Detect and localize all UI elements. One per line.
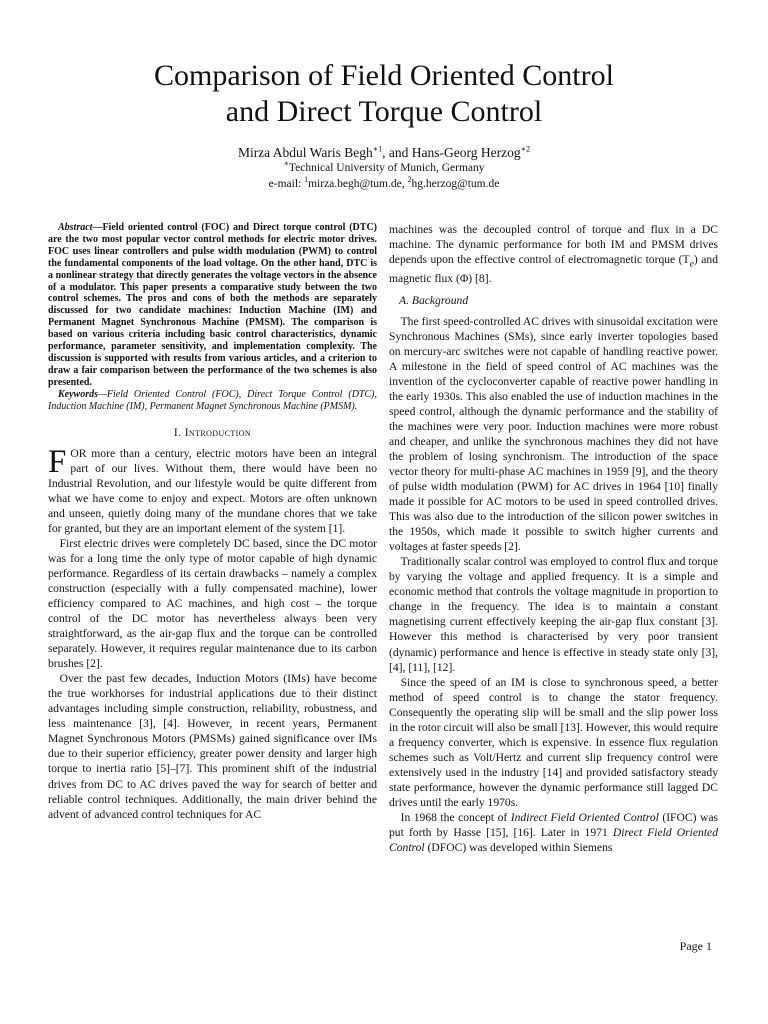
background-paragraph-3: Since the speed of an IM is close to synchronous speed, a better method of speed control is to change the stator frequency. Consequently the operating slip will be small and the slip power loss in the rotor circuit will also be small [13]. However, this would require a frequency converter, which is expensive. In essence flux regulation schemes such as Volt/Hertz and current slip frequency control were extensively used in the industry [14] and provided satisfactory steady state performance, however the dynamic performance still lagged DC drives until the early 1970s. — [389, 675, 718, 809]
intro-paragraph-3: Over the past few decades, Induction Motors (IMs) have become the true workhorses for industrial applications due to their distinct advantages including simple construction, reliability, robustness, and less maintenance [3], [4]. However, in recent years, Permanent Magnet Synchronous Motors (PMSMs) gained significance over IMs due to their superior efficiency, greater power density and larger high torque to inertia ratio [5]–[7]. This prominent shift of the industrial drives from DC to AC drives paved the way for search of better and reliable control techniques. Additionally, the main driver behind the advent of advanced control techniques for AC — [48, 672, 377, 821]
subsection-heading-background: A. Background — [399, 293, 469, 307]
section-title: Introduction — [184, 426, 252, 439]
email-address-1[interactable]: mirza.begh@tum.de, — [308, 178, 408, 190]
torque-subscript: e — [689, 258, 694, 270]
title-line-1: Comparison of Field Oriented Control — [154, 59, 614, 92]
keywords-lead: Keywords — [58, 388, 98, 400]
continued-text-end: ) and magnetic flux (Φ) [8]. — [389, 253, 719, 286]
bg4-text-c: (DFOC) was developed within Siemens — [424, 841, 613, 855]
paper-title — [0, 58, 768, 130]
background-paragraph-2: Traditionally scalar control was employed to control flux and torque by varying the voltage and applied frequency. It is a simple and economic method that controls the voltage magnitude in proportion to change in the frequency. The idea is to maintain a constant magnetising current effectively keeping the air-gap flux constant [3]. However this method is characterised by very poor transient (dynamic) performance and hence is effective in steady state only [3], [4], [11], [12]. — [389, 555, 718, 674]
section-number: I. — [173, 426, 185, 439]
abstract — [48, 222, 377, 389]
keywords — [48, 389, 377, 413]
author-separator: , and — [382, 145, 412, 160]
author-line — [0, 144, 768, 161]
author-2-mark: ∗2 — [520, 144, 531, 154]
title-line-2: and Direct Torque Control — [225, 95, 543, 128]
affiliation-mark: ∗ — [283, 159, 289, 169]
section-heading-introduction — [48, 426, 377, 440]
bg4-emphasis-ifoc: Indirect Field Oriented Control — [510, 811, 659, 825]
affiliation-text: Technical University of Munich, Germany — [288, 162, 485, 174]
email-line — [0, 177, 768, 192]
intro-paragraph-2: First electric drives were completely DC based, since the DC motor was for a long time the only type of motor capable of high dynamic performance. Regardless of its certain drawbacks – namely a complex construction (especially with a fully compensated machine), lower efficiency compared to AC machines, and high cost – the torque control of the DC motor has nevertheless always been very straightforward, as the air-gap flux and the torque can be controlled separately. However, it requires regular maintenance due to its carbon brushes [2]. — [48, 536, 377, 671]
bg4-emphasis-dfoc: Direct Field Oriented Control — [389, 826, 718, 855]
author-1-name: Mirza Abdul Waris Begh — [237, 145, 373, 160]
intro-paragraph-1 — [48, 443, 377, 536]
bg4-text-a: In 1968 the concept of — [400, 811, 511, 825]
email-prefix: e-mail: — [268, 178, 305, 190]
continued-paragraph — [389, 222, 718, 287]
email-mark-1: 1 — [304, 175, 309, 185]
abstract-text: —Field oriented control (FOC) and Direct torque control (DTC) are the two most popular vector control methods for electric motor drives. FOC uses linear controllers and pulse width modulation (PWM) to control the fundamental components of the load voltage. On the other hand, DTC is a nonlinear strategy that directly generates the voltage vectors in the absence of a modulator. This paper presents a comparative study between the two control schemes. The pros and cons of both the methods are separately discussed for two candidate machines: Induction Machine (IM) and Permanent Magnet Synchronous Machine (PMSM). The comparison is based on various criteria including basic control characteristics, dynamic performance, parameter sensitivity, and implementation complexity. The discussion is supported with results from various articles, and a criterion to draw a fair comparison between the performance of the two schemes is also presented. — [48, 222, 377, 388]
abstract-lead: Abstract — [58, 222, 93, 233]
bg4-text-b: (IFOC) was put forth by Hasse [15], [16]. Later in 1971 — [389, 811, 718, 840]
drop-cap: F — [48, 443, 67, 480]
author-1-mark: ∗1 — [372, 144, 383, 154]
continued-text: machines was the decoupled control of torque and flux in a DC machine. The dynamic performance for both IM and PMSM drives depends upon the effective control of electromagnetic torque (T — [389, 223, 718, 267]
background-paragraph-1: The first speed-controlled AC drives with sinusoidal excitation were Synchronous Machines (SMs), since early inverter topologies based on mercury-arc switches were not capable of handling reactive power. A milestone in the field of speed control of AC machines was the invention of the cycloconverter capable of reactive power handling in the early 1930s. This also enabled the use of induction machines in the speed control, although the dynamic performance and the stability of the machines were very poor. Induction machines were more robust and cheaper, and unlike the synchronous machines they did not have the problem of losing synchronism. The introduction of the space vector theory for multi-phase AC machines in 1959 [9], and the theory of pulse width modulation (PWM) for AC drives in 1964 [10] finally made it possible for AC motors to be used in speed controlled drives. This was also due to the introduction of the silicon power switches in the 1950s, which made it possible to switch higher currents and voltages at faster speeds [2]. — [389, 314, 718, 554]
page-number: Page 1 — [679, 939, 712, 953]
keywords-text: —Field Oriented Control (FOC), Direct Torque Control (DTC), Induction Machine (IM), Permanent Magnet Synchronous Machine (PMSM). — [48, 388, 377, 412]
intro-paragraph-1-text: OR more than a century, electric motors have been an integral part of our lives. Without them, there would have been no Industrial Revolution, and our lifestyle would be quite different from what we have come to enjoy and expect. Motors are often unknown and unseen, quietly doing many of the mundane chores that we take for granted, but they are an important element of the system [1]. — [48, 446, 377, 535]
left-column — [48, 222, 377, 822]
background-paragraph-4 — [389, 810, 718, 855]
email-address-2[interactable]: hg.herzog@tum.de — [411, 178, 500, 190]
right-column — [389, 222, 718, 855]
affiliation — [0, 161, 768, 176]
email-mark-2: 2 — [407, 175, 412, 185]
author-2-name: Hans-Georg Herzog — [411, 145, 521, 160]
